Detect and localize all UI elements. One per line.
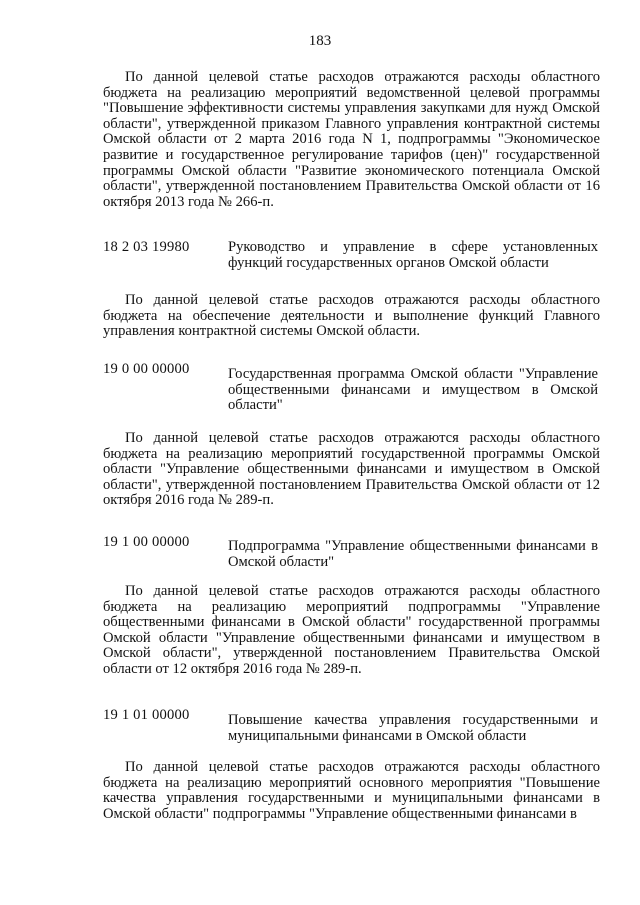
budget-item-title-1: Руководство и управление в сфере установленных функций государственных органов Омской области [228,239,598,271]
paragraph-2: По данной целевой статье расходов отражаются расходы областного бюджета на обеспечение деятельности и выполнение функций Главного управления контрактной системы Омской области. [103,292,600,340]
budget-item-title-2: Государственная программа Омской области "Управление общественными финансами и имуществом в Омской области" [228,366,598,414]
budget-item-title-4: Повышение качества управления государственными и муниципальными финансами в Омской области [228,712,598,744]
paragraph-1: По данной целевой статье расходов отражаются расходы областного бюджета на реализацию мероприятий ведомственной целевой программы "Повышение эффективности системы управления закупками для нужд Омской области", утвержденной приказом Главного управления контрактной системы Омской области от 2 марта 2016 года N 1, подпрограммы "Экономическое развитие и государственное регулирование тарифов (цен)" государственной программы Омской области "Развитие экономического потенциала Омской области", утвержденной постановлением Правительства Омской области от 16 октября 2013 года № 266-п. [103,69,600,210]
budget-code-19-1-01-00000: 19 1 01 00000 [103,707,190,723]
page-number: 183 [308,33,332,49]
budget-code-19-0-00-00000: 19 0 00 00000 [103,361,190,377]
budget-code-18-2-03-19980: 18 2 03 19980 [103,239,190,255]
budget-item-title-3: Подпрограмма "Управление общественными финансами в Омской области" [228,538,598,570]
budget-code-19-1-00-00000: 19 1 00 00000 [103,534,190,550]
paragraph-5: По данной целевой статье расходов отражаются расходы областного бюджета на реализацию мероприятий основного мероприятия "Повышение качества управления государственными и муниципальными финансами в Омской области" подпрограммы "Управление общественными финансами в [103,759,600,822]
paragraph-4: По данной целевой статье расходов отражаются расходы областного бюджета на реализацию мероприятий подпрограммы "Управление общественными финансами в Омской области" государственной программы Омской области "Управление общественными финансами и имуществом в Омской области", утвержденной постановлением Правительства Омской области от 12 октября 2016 года № 289-п. [103,583,600,677]
paragraph-3: По данной целевой статье расходов отражаются расходы областного бюджета на реализацию мероприятий государственной программы Омской области "Управление общественными финансами и имуществом в Омской области", утвержденной постановлением Правительства Омской области от 12 октября 2016 года № 289-п. [103,430,600,509]
